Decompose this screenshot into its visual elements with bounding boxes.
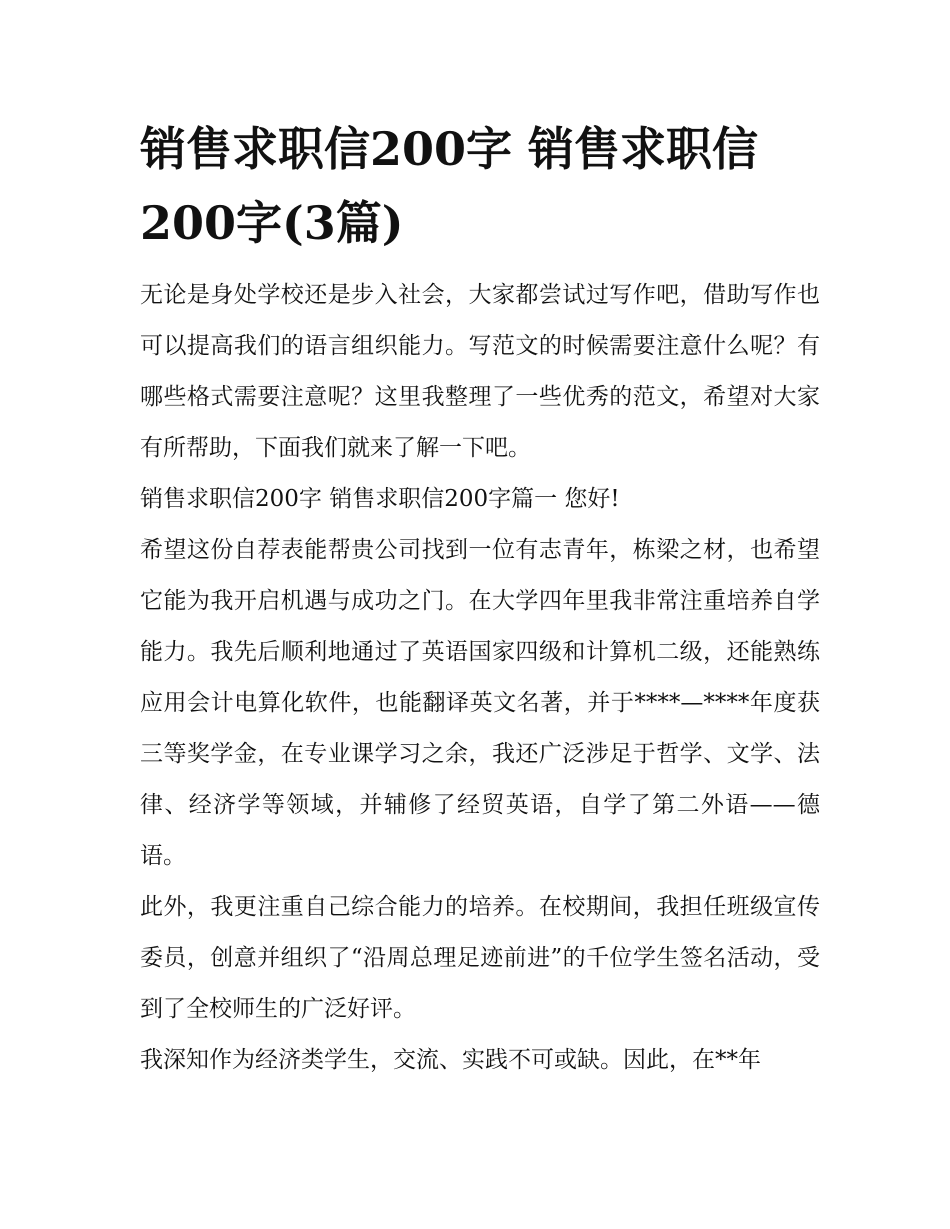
body-paragraph-1: 希望这份自荐表能帮贵公司找到一位有志青年，栋梁之材，也希望它能为我开启机遇与成功之门。在大学四年里我非常注重培养自学能力。我先后顺利地通过了英语国家四级和计算机二级，还能熟练应用会计电算化软件，也能翻译英文名著，并于****—****年度获三等奖学金，在专业课学习之余，我还广泛涉足于哲学、文学、法律、经济学等领域，并辅修了经贸英语，自学了第二外语——德语。	[140, 537, 820, 869]
document-title: 销售求职信200字 销售求职信200字(3篇)	[140, 122, 759, 250]
document-page	[140, 112, 820, 1086]
intro-paragraph: 无论是身处学校还是步入社会，大家都尝试过写作吧，借助写作也可以提高我们的语言组织能力。写范文的时候需要注意什么呢？有哪些格式需要注意呢？这里我整理了一些优秀的范文，希望对大家有所帮助，下面我们就来了解一下吧。	[140, 282, 820, 461]
body-paragraph-3: 我深知作为经济类学生，交流、实践不可或缺。因此，在**年	[140, 1047, 761, 1073]
body-paragraph-2: 此外，我更注重自己综合能力的培养。在校期间，我担任班级宣传委员，创意并组织了“沿周总理足迹前进”的千位学生签名活动，受到了全校师生的广泛好评。	[140, 894, 820, 1022]
section-heading-paragraph: 销售求职信200字 销售求职信200字篇一 您好!	[140, 486, 620, 512]
